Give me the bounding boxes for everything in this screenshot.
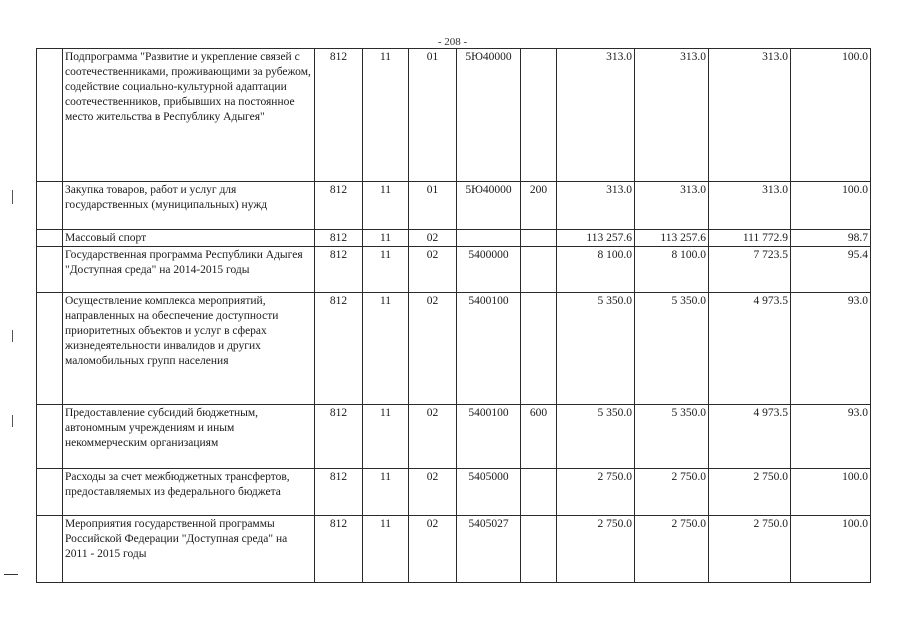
table-row bbox=[37, 247, 871, 293]
cell-ved: 812 bbox=[315, 516, 363, 583]
cell-fact: 313.0 bbox=[709, 182, 791, 230]
row-name: Закупка товаров, работ и услуг для государственных (муниципальных) нужд bbox=[63, 182, 315, 230]
margin-cell bbox=[37, 49, 63, 182]
cell-fact: 2 750.0 bbox=[709, 469, 791, 516]
cell-csr: 5405000 bbox=[457, 469, 521, 516]
table-row bbox=[37, 230, 871, 247]
cell-pr: 02 bbox=[409, 405, 457, 469]
row-name: Расходы за счет межбюджетных трансфертов, предоставляемых из федерального бюджета bbox=[63, 469, 315, 516]
table-row bbox=[37, 516, 871, 583]
cell-rz: 11 bbox=[363, 230, 409, 247]
cell-ved: 812 bbox=[315, 405, 363, 469]
cell-ved: 812 bbox=[315, 49, 363, 182]
budget-table bbox=[36, 48, 871, 583]
cell-ved: 812 bbox=[315, 469, 363, 516]
cell-plan1: 8 100.0 bbox=[557, 247, 635, 293]
cell-rz: 11 bbox=[363, 293, 409, 405]
scan-mark bbox=[12, 415, 13, 427]
table-row bbox=[37, 405, 871, 469]
cell-rz: 11 bbox=[363, 247, 409, 293]
cell-pr: 02 bbox=[409, 293, 457, 405]
cell-rz: 11 bbox=[363, 49, 409, 182]
cell-vr bbox=[521, 293, 557, 405]
cell-plan1: 313.0 bbox=[557, 182, 635, 230]
margin-cell bbox=[37, 469, 63, 516]
cell-pr: 02 bbox=[409, 247, 457, 293]
cell-pr: 02 bbox=[409, 469, 457, 516]
cell-pct: 100.0 bbox=[791, 182, 871, 230]
margin-cell bbox=[37, 182, 63, 230]
cell-pr: 01 bbox=[409, 49, 457, 182]
margin-cell bbox=[37, 230, 63, 247]
cell-rz: 11 bbox=[363, 469, 409, 516]
cell-plan2: 5 350.0 bbox=[635, 405, 709, 469]
row-name: Мероприятия государственной программы Российской Федерации "Доступная среда" на 2011 - 2015 годы bbox=[63, 516, 315, 583]
cell-plan1: 5 350.0 bbox=[557, 405, 635, 469]
cell-vr bbox=[521, 247, 557, 293]
cell-pr: 01 bbox=[409, 182, 457, 230]
cell-ved: 812 bbox=[315, 293, 363, 405]
cell-ved: 812 bbox=[315, 230, 363, 247]
row-name: Предоставление субсидий бюджетным, автономным учреждениям и иным некоммерческим организациям bbox=[63, 405, 315, 469]
cell-plan2: 113 257.6 bbox=[635, 230, 709, 247]
table-row bbox=[37, 469, 871, 516]
cell-plan2: 5 350.0 bbox=[635, 293, 709, 405]
cell-vr bbox=[521, 49, 557, 182]
cell-csr: 5Ю40000 bbox=[457, 49, 521, 182]
cell-plan2: 8 100.0 bbox=[635, 247, 709, 293]
cell-plan1: 2 750.0 bbox=[557, 469, 635, 516]
cell-fact: 7 723.5 bbox=[709, 247, 791, 293]
margin-cell bbox=[37, 293, 63, 405]
cell-csr: 5400000 bbox=[457, 247, 521, 293]
scan-mark bbox=[4, 574, 18, 575]
cell-plan2: 2 750.0 bbox=[635, 516, 709, 583]
cell-fact: 4 973.5 bbox=[709, 405, 791, 469]
cell-fact: 4 973.5 bbox=[709, 293, 791, 405]
margin-cell bbox=[37, 516, 63, 583]
cell-pct: 100.0 bbox=[791, 516, 871, 583]
cell-plan2: 313.0 bbox=[635, 49, 709, 182]
cell-pr: 02 bbox=[409, 516, 457, 583]
scan-mark bbox=[12, 190, 13, 204]
cell-csr: 5400100 bbox=[457, 293, 521, 405]
cell-vr: 600 bbox=[521, 405, 557, 469]
cell-vr bbox=[521, 516, 557, 583]
cell-plan2: 2 750.0 bbox=[635, 469, 709, 516]
cell-pr: 02 bbox=[409, 230, 457, 247]
cell-vr bbox=[521, 469, 557, 516]
cell-csr: 5405027 bbox=[457, 516, 521, 583]
cell-pct: 95.4 bbox=[791, 247, 871, 293]
margin-cell bbox=[37, 247, 63, 293]
cell-csr bbox=[457, 230, 521, 247]
cell-plan1: 313.0 bbox=[557, 49, 635, 182]
cell-csr: 5Ю40000 bbox=[457, 182, 521, 230]
margin-cell bbox=[37, 405, 63, 469]
row-name: Государственная программа Республики Адыгея "Доступная среда" на 2014-2015 годы bbox=[63, 247, 315, 293]
cell-pct: 93.0 bbox=[791, 293, 871, 405]
row-name: Осуществление комплекса мероприятий, направленных на обеспечение доступности приоритетных объектов и услуг в сферах жизнедеятельности инвалидов и других маломобильных групп населения bbox=[63, 293, 315, 405]
cell-fact: 313.0 bbox=[709, 49, 791, 182]
page-number: - 208 - bbox=[437, 36, 468, 48]
cell-ved: 812 bbox=[315, 247, 363, 293]
cell-plan1: 2 750.0 bbox=[557, 516, 635, 583]
cell-ved: 812 bbox=[315, 182, 363, 230]
cell-fact: 2 750.0 bbox=[709, 516, 791, 583]
cell-plan1: 5 350.0 bbox=[557, 293, 635, 405]
cell-rz: 11 bbox=[363, 182, 409, 230]
row-name: Подпрограмма "Развитие и укрепление связей с соотечественниками, проживающими за рубежом, содействие социально-культурной адаптации соотечественников, прибывших на постоянное место жительства в Республику Адыгея" bbox=[63, 49, 315, 182]
cell-plan1: 113 257.6 bbox=[557, 230, 635, 247]
scan-mark bbox=[12, 330, 13, 342]
cell-csr: 5400100 bbox=[457, 405, 521, 469]
cell-pct: 98.7 bbox=[791, 230, 871, 247]
cell-rz: 11 bbox=[363, 516, 409, 583]
cell-vr bbox=[521, 230, 557, 247]
table-row bbox=[37, 49, 871, 182]
cell-pct: 100.0 bbox=[791, 469, 871, 516]
cell-pct: 93.0 bbox=[791, 405, 871, 469]
cell-vr: 200 bbox=[521, 182, 557, 230]
cell-fact: 111 772.9 bbox=[709, 230, 791, 247]
table-row bbox=[37, 182, 871, 230]
table-row bbox=[37, 293, 871, 405]
cell-rz: 11 bbox=[363, 405, 409, 469]
cell-plan2: 313.0 bbox=[635, 182, 709, 230]
row-name: Массовый спорт bbox=[63, 230, 315, 247]
cell-pct: 100.0 bbox=[791, 49, 871, 182]
